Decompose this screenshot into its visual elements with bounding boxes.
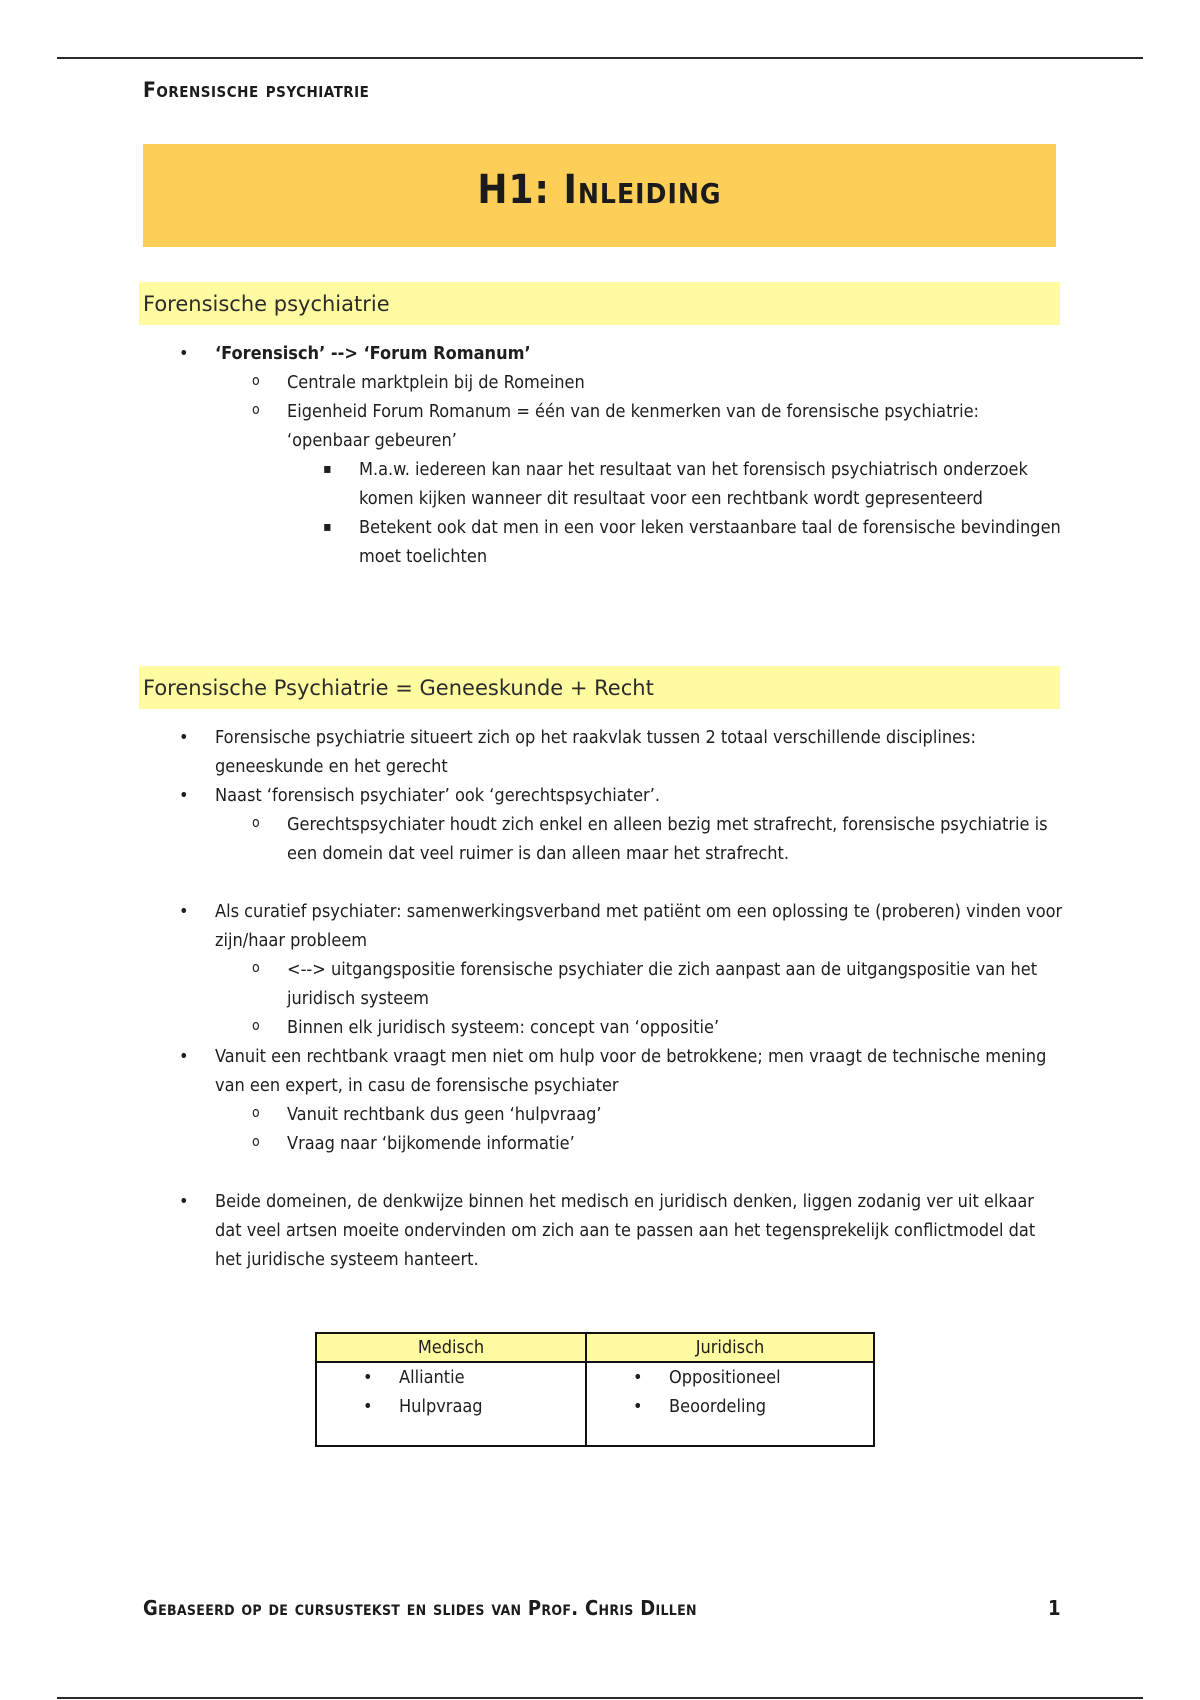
section-2-content — [143, 723, 1063, 1274]
list-item-text: Centrale marktplein bij de Romeinen — [287, 372, 585, 393]
list-item-text: Forensische psychiatrie situeert zich op het raakvlak tussen 2 totaal verschillende disciplines: geneeskunde en het gerecht — [215, 727, 976, 777]
list-item — [143, 1042, 1063, 1158]
list-item — [215, 1013, 1063, 1042]
list-item-text: Betekent ook dat men in een voor leken verstaanbare taal de forensische bevindingen moet toelichten — [359, 517, 1061, 567]
list-item — [143, 781, 1063, 868]
list-item-text: Naast ‘forensisch psychiater’ ook ‘gerechtspsychiater’. — [215, 785, 660, 806]
list-item — [287, 455, 1063, 513]
page-number: 1 — [1048, 1596, 1061, 1620]
list-item — [215, 368, 1063, 397]
bullet-list — [143, 1187, 1063, 1274]
list-item — [215, 1100, 1063, 1129]
cell-list — [317, 1363, 585, 1421]
bullet-list — [143, 723, 1063, 868]
list-item-text: M.a.w. iedereen kan naar het resultaat van het forensisch psychiatrisch onderzoek komen kijken wanneer dit resultaat voor een rechtbank wordt gepresenteerd — [359, 459, 1028, 509]
list-item: • Hulpvraag — [317, 1392, 585, 1421]
list-item — [215, 810, 1063, 868]
chapter-title: H1: Inleiding — [477, 166, 722, 213]
list-item-text: Eigenheid Forum Romanum = één van de kenmerken van de forensische psychiatrie: ‘openbaar gebeuren’ — [287, 401, 980, 451]
section-1-content — [143, 339, 1063, 571]
list-item: • Oppositioneel — [587, 1363, 873, 1392]
running-footer: Gebaseerd op de cursustekst en slides van Prof. Chris Dillen — [143, 1596, 697, 1620]
list-item — [143, 723, 1063, 781]
cell-list — [587, 1363, 873, 1421]
section-title: Forensische Psychiatrie = Geneeskunde + Recht — [143, 675, 654, 700]
chapter-banner — [143, 144, 1056, 247]
section-heading-geneeskunde-recht — [139, 666, 1060, 709]
list-item — [143, 1187, 1063, 1274]
list-item-text: Vraag naar ‘bijkomende informatie’ — [287, 1133, 575, 1154]
list-item — [215, 397, 1063, 571]
list-item-text: Als curatief psychiater: samenwerkingsverband met patiënt om een oplossing te (proberen) vinden voor zijn/haar probleem — [215, 901, 1063, 951]
sub-list — [215, 810, 1063, 868]
list-item — [215, 1129, 1063, 1158]
list-item-text: Vanuit rechtbank dus geen ‘hulpvraag’ — [287, 1104, 602, 1125]
table-row — [316, 1362, 874, 1446]
list-item-text: <--> uitgangspositie forensische psychiater die zich aanpast aan de uitgangspositie van het juridisch systeem — [287, 959, 1038, 1009]
running-header: Forensische psychiatrie — [143, 78, 370, 102]
list-item-text: Beide domeinen, de denkwijze binnen het medisch en juridisch denken, liggen zodanig ver uit elkaar dat veel artsen moeite ondervinden om zich aan te passen aan het tegensprekelijk conflictmodel dat het juridische systeem hanteert. — [215, 1191, 1036, 1270]
table-header-row — [316, 1333, 874, 1362]
bottom-rule — [57, 1697, 1143, 1699]
spacer — [143, 1158, 1063, 1187]
list-item-text: Gerechtspsychiater houdt zich enkel en alleen bezig met strafrecht, forensische psychiatrie is een domein dat veel ruimer is dan alleen maar het strafrecht. — [287, 814, 1048, 864]
list-item: • Beoordeling — [587, 1392, 873, 1421]
bullet-list — [143, 897, 1063, 1158]
sub-list — [215, 955, 1063, 1042]
list-item — [143, 339, 1063, 571]
sub-sub-list — [287, 455, 1063, 571]
sub-list — [215, 1100, 1063, 1158]
list-item-text: Vanuit een rechtbank vraagt men niet om hulp voor de betrokkene; men vraagt de technische mening van een expert, in casu de forensische psychiater — [215, 1046, 1047, 1096]
top-rule — [57, 57, 1143, 59]
section-heading-forensische-psychiatrie — [139, 282, 1060, 325]
section-title: Forensische psychiatrie — [143, 291, 390, 316]
sub-list — [215, 368, 1063, 571]
list-item — [287, 513, 1063, 571]
spacer — [143, 868, 1063, 897]
table-header-medisch: Medisch — [316, 1333, 586, 1362]
table-cell-medisch — [316, 1362, 586, 1446]
list-item-text: Binnen elk juridisch systeem: concept van ‘oppositie’ — [287, 1017, 720, 1038]
list-item — [215, 955, 1063, 1013]
bullet-list — [143, 339, 1063, 571]
comparison-table — [315, 1332, 875, 1447]
table-header-juridisch: Juridisch — [586, 1333, 874, 1362]
list-item: • Alliantie — [317, 1363, 585, 1392]
table-cell-juridisch — [586, 1362, 874, 1446]
list-item — [143, 897, 1063, 1042]
list-item-text: ‘Forensisch’ --> ‘Forum Romanum’ — [215, 343, 531, 364]
